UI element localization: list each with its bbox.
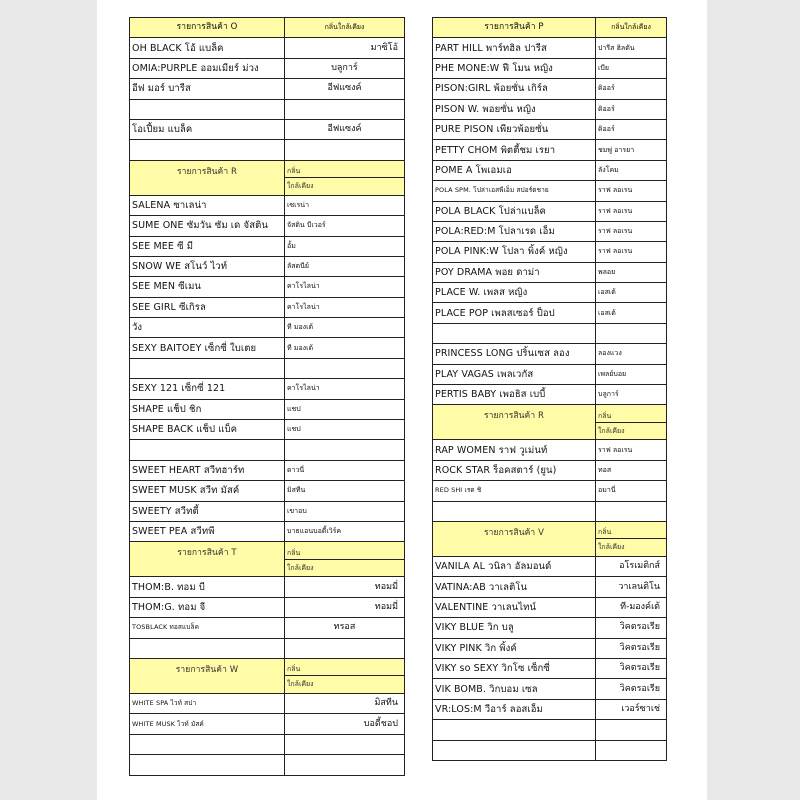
similar-scent-cell: ราฟ ลอเรน: [596, 440, 667, 460]
table-row: [130, 420, 405, 440]
table-row: [130, 638, 405, 658]
similar-scent-cell: เขาอบ: [285, 501, 405, 521]
table-row: [433, 283, 667, 303]
product-name-cell: PETTY CHOM พิตตี้ชม เรยา: [433, 140, 596, 160]
similar-scent-cell: เอสเต้: [596, 303, 667, 323]
product-name-cell: PURE PISON เพียวพ้อยซั่น: [433, 119, 596, 139]
product-name-cell: RAP WOMEN ราฟ วูเม่นท์: [433, 440, 596, 460]
section-header-cont: [130, 178, 405, 196]
product-name-cell: PLACE W. เพลส หญิง: [433, 283, 596, 303]
similar-scent-cell: ดิออร์: [596, 79, 667, 99]
similar-scent-cell: อมานี่: [596, 481, 667, 501]
similar-scent-cell: ทอมมี่: [285, 597, 405, 617]
right-product-table: [432, 17, 667, 761]
table-row: [433, 140, 667, 160]
product-name-cell: WHITE MUSK ไวท์ มัสค์: [130, 714, 285, 734]
table-row: [433, 740, 667, 760]
table-row: [433, 481, 667, 501]
section-header: [130, 18, 405, 38]
similar-scent-cell: ลังโคม: [596, 160, 667, 180]
section-header-cont: [433, 422, 667, 440]
similar-scent-header-line1: กลิ่น: [285, 160, 405, 178]
table-row: [130, 755, 405, 775]
similar-scent-cell: วิคตรอเรีย: [596, 679, 667, 699]
product-name-cell: VIK BOMB. วิกบอม เซล: [433, 679, 596, 699]
product-name-cell: [130, 99, 285, 119]
section-title: รายการสินค้า W: [130, 658, 285, 676]
product-name-cell: VIKY PINK วิก พิ้งค์: [433, 638, 596, 658]
product-name-cell: [130, 358, 285, 378]
similar-scent-header-line1: กลิ่น: [285, 542, 405, 560]
table-row: [433, 460, 667, 480]
product-name-cell: SWEETY สวีทตี้: [130, 501, 285, 521]
table-row: [433, 79, 667, 99]
table-row: [130, 318, 405, 338]
similar-scent-cell: อีฟแซงค์: [285, 119, 405, 139]
similar-scent-header-line1: กลิ่น: [285, 658, 405, 676]
table-row: [433, 344, 667, 364]
similar-scent-cell: ราฟ ลอเรน: [596, 221, 667, 241]
similar-scent-header-line2: ใกล้เคียง: [596, 422, 667, 440]
product-name-cell: THOM:G. ทอม จี: [130, 597, 285, 617]
table-row: [130, 597, 405, 617]
product-name-cell: SEE GIRL ซีเกิรล: [130, 297, 285, 317]
section-title-spacer: [130, 559, 285, 577]
product-name-cell: [130, 440, 285, 460]
product-name-cell: [130, 638, 285, 658]
similar-scent-cell: [285, 140, 405, 160]
similar-scent-cell: ที มองเต้: [285, 318, 405, 338]
similar-scent-cell: [285, 638, 405, 658]
table-row: [433, 160, 667, 180]
similar-scent-header-line2: ใกล้เคียง: [285, 559, 405, 577]
product-name-cell: PHE MONE:W ฟี โมน หญิง: [433, 58, 596, 78]
product-name-cell: VATINA:AB วาเลติโน: [433, 577, 596, 597]
product-name-cell: ROCK STAR ร็อคสตาร์ (ยูน): [433, 460, 596, 480]
table-row: [130, 195, 405, 215]
section-header: [130, 542, 405, 560]
product-name-cell: POLA:RED:M โปลาเรด เอ็ม: [433, 221, 596, 241]
product-name-cell: [433, 501, 596, 521]
product-name-cell: POLA SPM. โปล่าเอสพีเอ็ม สปอร์ตชาย: [433, 181, 596, 201]
section-header: [433, 521, 667, 539]
table-row: [433, 201, 667, 221]
section-header: [130, 658, 405, 676]
table-row: [130, 277, 405, 297]
table-row: [433, 658, 667, 678]
table-row: [433, 323, 667, 343]
similar-scent-cell: [596, 720, 667, 740]
similar-scent-cell: บลูการ์: [596, 385, 667, 405]
product-name-cell: SNOW WE สโนว์ ไวท์: [130, 256, 285, 276]
table-row: [130, 481, 405, 501]
product-name-cell: SEE MEN ซีเมน: [130, 277, 285, 297]
table-row: [130, 714, 405, 734]
product-name-cell: PISON W. พอยซั่น หญิง: [433, 99, 596, 119]
product-name-cell: วัง: [130, 318, 285, 338]
similar-scent-cell: [285, 440, 405, 460]
product-name-cell: PLAY VAGAS เพลเวกัส: [433, 364, 596, 384]
table-row: [130, 140, 405, 160]
similar-scent-cell: ที-มองค์เต้: [596, 597, 667, 617]
table-row: [433, 385, 667, 405]
product-name-cell: [130, 755, 285, 775]
section-title-spacer: [130, 178, 285, 196]
table-row: [130, 501, 405, 521]
table-row: [433, 303, 667, 323]
product-name-cell: [130, 734, 285, 754]
similar-scent-cell: ลัสตนีย์: [285, 256, 405, 276]
table-row: [433, 577, 667, 597]
product-name-cell: RED SHI เรด ชิ: [433, 481, 596, 501]
product-name-cell: PLACE POP เพลสเซอร์ ป็อป: [433, 303, 596, 323]
product-name-cell: SWEET MUSK สวีท มัสค์: [130, 481, 285, 501]
table-row: [433, 679, 667, 699]
product-name-cell: POME A โพเอมเอ: [433, 160, 596, 180]
section-title: รายการสินค้า R: [433, 405, 596, 423]
product-name-cell: SHAPE แช็ป ชิก: [130, 399, 285, 419]
similar-scent-cell: มาซิโอ้: [285, 38, 405, 58]
table-row: [130, 379, 405, 399]
similar-scent-cell: มิสทีน: [285, 481, 405, 501]
left-product-table: [129, 17, 405, 776]
table-row: [130, 79, 405, 99]
section-title-spacer: [130, 676, 285, 694]
similar-scent-cell: ดาวนี่: [285, 460, 405, 480]
section-title-spacer: [433, 422, 596, 440]
table-row: [433, 364, 667, 384]
product-name-cell: PISON:GIRL พ้อยซั่น เกิร์ล: [433, 79, 596, 99]
table-row: [130, 99, 405, 119]
product-name-cell: [130, 140, 285, 160]
table-row: [130, 521, 405, 541]
similar-scent-cell: วิคตรอเรีย: [596, 658, 667, 678]
table-row: [130, 256, 405, 276]
product-name-cell: POLA PINK:W โปลา พิ้งค์ หญิง: [433, 242, 596, 262]
table-row: [130, 460, 405, 480]
similar-scent-cell: คาโรไลน่า: [285, 379, 405, 399]
table-row: [433, 597, 667, 617]
table-row: [433, 556, 667, 576]
table-row: [433, 440, 667, 460]
table-row: [130, 236, 405, 256]
table-row: [433, 58, 667, 78]
section-title: รายการสินค้า T: [130, 542, 285, 560]
similar-scent-cell: พลอย: [596, 262, 667, 282]
table-row: [130, 58, 405, 78]
similar-scent-cell: แชป: [285, 399, 405, 419]
similar-scent-header-line2: ใกล้เคียง: [285, 178, 405, 196]
table-row: [130, 693, 405, 713]
section-header: [433, 18, 667, 38]
table-row: [130, 38, 405, 58]
product-name-cell: SWEET PEA สวีทพี: [130, 521, 285, 541]
section-header-cont: [433, 539, 667, 557]
product-name-cell: THOM:B. ทอม บี: [130, 577, 285, 597]
product-name-cell: POY DRAMA พอย ดาม่า: [433, 262, 596, 282]
product-name-cell: SEXY 121 เซ็กซี่ 121: [130, 379, 285, 399]
similar-scent-cell: วิคตรอเรีย: [596, 638, 667, 658]
table-row: [433, 119, 667, 139]
table-row: [130, 119, 405, 139]
similar-scent-cell: [596, 501, 667, 521]
similar-scent-cell: ทอมมี่: [285, 577, 405, 597]
similar-scent-cell: ทรอส: [285, 618, 405, 638]
section-title: รายการสินค้า R: [130, 160, 285, 178]
similar-scent-header-line2: ใกล้เคียง: [285, 676, 405, 694]
similar-scent-cell: เอสเต้: [596, 283, 667, 303]
section-title: รายการสินค้า V: [433, 521, 596, 539]
product-name-cell: VIKY so SEXY วิกโซ เซ็กซี่: [433, 658, 596, 678]
product-name-cell: PERTIS BABY เพอธิส เบบี้: [433, 385, 596, 405]
product-name-cell: SWEET HEART สวีทฮาร์ท: [130, 460, 285, 480]
table-row: [130, 297, 405, 317]
similar-scent-cell: มิสทีน: [285, 693, 405, 713]
table-row: [130, 399, 405, 419]
similar-scent-cell: ที มองเต้: [285, 338, 405, 358]
product-name-cell: VANILA AL วนิลา อัลมอนด์: [433, 556, 596, 576]
similar-scent-header-line2: ใกล้เคียง: [596, 539, 667, 557]
section-title: รายการสินค้า P: [433, 18, 596, 38]
similar-scent-header-line1: กลิ่น: [596, 521, 667, 539]
table-row: [433, 181, 667, 201]
similar-scent-cell: [285, 99, 405, 119]
similar-scent-cell: เวอร์ซาเช่: [596, 699, 667, 719]
similar-scent-cell: บลูการ์: [285, 58, 405, 78]
table-row: [433, 221, 667, 241]
similar-scent-cell: ทอส: [596, 460, 667, 480]
similar-scent-cell: ชมพู่ อารยา: [596, 140, 667, 160]
table-row: [433, 618, 667, 638]
similar-scent-cell: ดิออร์: [596, 99, 667, 119]
section-header: [433, 405, 667, 423]
product-name-cell: POLA BLACK โปล่าแบล็ค: [433, 201, 596, 221]
table-row: [130, 618, 405, 638]
table-row: [130, 577, 405, 597]
product-name-cell: [433, 740, 596, 760]
similar-scent-header: กลิ่นใกล้เคียง: [596, 18, 667, 38]
similar-scent-cell: [596, 740, 667, 760]
similar-scent-cell: อีฟแซงค์: [285, 79, 405, 99]
product-name-cell: OMIA:PURPLE ออมเมียร์ ม่วง: [130, 58, 285, 78]
product-name-cell: OH BLACK โอ้ แบล็ค: [130, 38, 285, 58]
table-row: [130, 734, 405, 754]
similar-scent-cell: คาโรไลน่า: [285, 297, 405, 317]
similar-scent-cell: [596, 323, 667, 343]
similar-scent-cell: ดิออร์: [596, 119, 667, 139]
product-name-cell: SEXY BAITOEY เซ็กซี่ ใบเตย: [130, 338, 285, 358]
product-name-cell: [433, 720, 596, 740]
similar-scent-header-line1: กลิ่น: [596, 405, 667, 423]
section-header-cont: [130, 559, 405, 577]
document-sheet: [97, 0, 707, 800]
product-name-cell: SEE MEE ซี มี: [130, 236, 285, 256]
similar-scent-cell: จัสติน บีเวอร์: [285, 216, 405, 236]
similar-scent-cell: อโรเมติกส์: [596, 556, 667, 576]
product-name-cell: SHAPE BACK แช็ป แบ็ค: [130, 420, 285, 440]
table-row: [433, 501, 667, 521]
similar-scent-cell: คาโรไลน่า: [285, 277, 405, 297]
similar-scent-cell: บอดี้ชอป: [285, 714, 405, 734]
section-header-cont: [130, 676, 405, 694]
table-row: [433, 638, 667, 658]
similar-scent-cell: [285, 734, 405, 754]
section-title-spacer: [433, 539, 596, 557]
similar-scent-cell: เซเรน่า: [285, 195, 405, 215]
table-row: [433, 99, 667, 119]
table-row: [433, 262, 667, 282]
table-row: [433, 242, 667, 262]
product-name-cell: SUME ONE ซัมวัน ซัม เด จัสติน: [130, 216, 285, 236]
product-name-cell: PART HILL พาร์ทฮิล ปารีส: [433, 38, 596, 58]
similar-scent-cell: ราฟ ลอเรน: [596, 201, 667, 221]
similar-scent-cell: เพลย์บอย: [596, 364, 667, 384]
similar-scent-header: กลิ่นใกล้เคียง: [285, 18, 405, 38]
similar-scent-cell: ลองแวง: [596, 344, 667, 364]
similar-scent-cell: วาเลนติโน: [596, 577, 667, 597]
product-name-cell: VR:LOS:M วีอาร์ ลอสเอ็ม: [433, 699, 596, 719]
similar-scent-cell: [285, 755, 405, 775]
table-row: [433, 720, 667, 740]
section-title: รายการสินค้า O: [130, 18, 285, 38]
product-name-cell: โอเปี้ยม แบล็ค: [130, 119, 285, 139]
product-name-cell: อีฟ มอร์ บารีส: [130, 79, 285, 99]
similar-scent-cell: อั้ม: [285, 236, 405, 256]
product-name-cell: TOSBLACK ทอสแบล็ค: [130, 618, 285, 638]
table-row: [433, 699, 667, 719]
table-row: [130, 338, 405, 358]
similar-scent-cell: แชป: [285, 420, 405, 440]
similar-scent-cell: ราฟ ลอเรน: [596, 181, 667, 201]
table-row: [433, 38, 667, 58]
product-name-cell: SALENA ซาเลน่า: [130, 195, 285, 215]
section-header: [130, 160, 405, 178]
table-row: [130, 440, 405, 460]
similar-scent-cell: ปารีส ฮิลตัน: [596, 38, 667, 58]
product-name-cell: VIKY BLUE วิก บลู: [433, 618, 596, 638]
similar-scent-cell: บาธแอนบอดี้เวิร์ค: [285, 521, 405, 541]
table-row: [130, 358, 405, 378]
product-name-cell: [433, 323, 596, 343]
similar-scent-cell: วิคตรอเรีย: [596, 618, 667, 638]
similar-scent-cell: เบีย: [596, 58, 667, 78]
similar-scent-cell: ราฟ ลอเรน: [596, 242, 667, 262]
similar-scent-cell: [285, 358, 405, 378]
product-name-cell: VALENTINE วาเลนไทน์: [433, 597, 596, 617]
product-name-cell: PRINCESS LONG ปริ้นเซส ลอง: [433, 344, 596, 364]
product-name-cell: WHITE SPA ไวท์ สปา: [130, 693, 285, 713]
table-row: [130, 216, 405, 236]
